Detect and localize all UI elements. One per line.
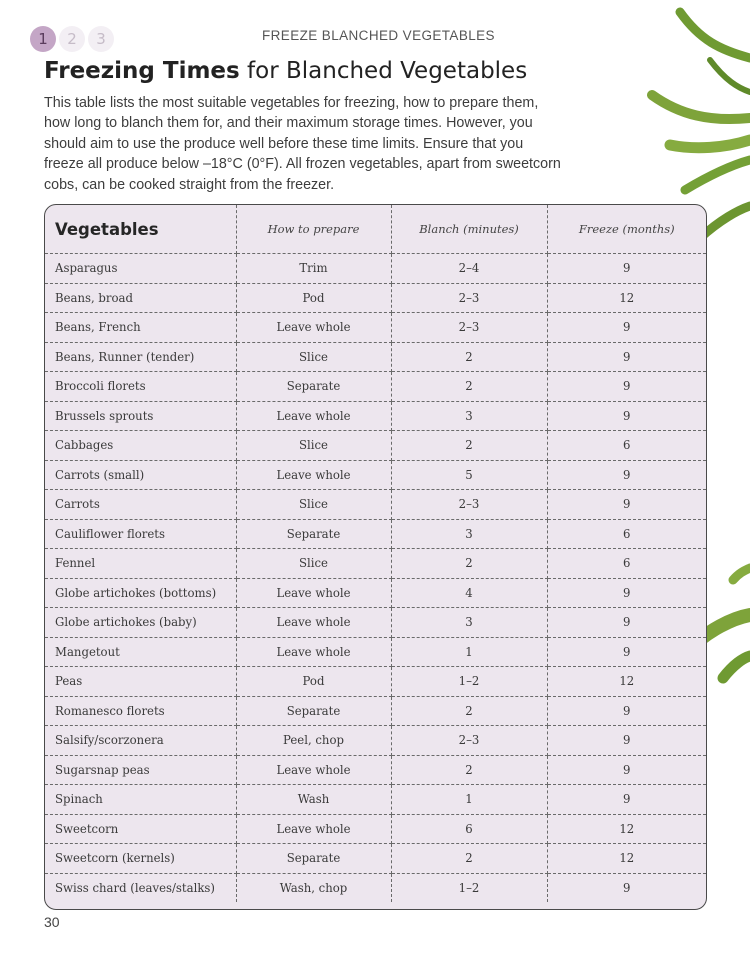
cell-preparation: Separate — [236, 372, 391, 402]
cell-blanch-minutes: 5 — [391, 460, 547, 490]
cell-vegetable: Peas — [45, 667, 236, 697]
cell-freeze-months: 9 — [547, 873, 706, 902]
table-row — [45, 578, 706, 608]
cell-freeze-months: 12 — [547, 814, 706, 844]
table-row — [45, 283, 706, 313]
cell-vegetable: Sweetcorn (kernels) — [45, 844, 236, 874]
cell-vegetable: Spinach — [45, 785, 236, 815]
cell-vegetable: Sweetcorn — [45, 814, 236, 844]
cell-vegetable: Carrots (small) — [45, 460, 236, 490]
cell-preparation: Slice — [236, 431, 391, 461]
table-row — [45, 844, 706, 874]
cell-freeze-months: 12 — [547, 844, 706, 874]
page-title-rest: for Blanched Vegetables — [239, 58, 528, 84]
table-row — [45, 814, 706, 844]
cell-freeze-months: 9 — [547, 637, 706, 667]
intro-paragraph: This table lists the most suitable vegetables for freezing, how to prepare them, how long to blanch them for, and their maximum storage times. However, you should aim to use the produce well before these time limits. Ensure that you freeze all produce below –18°C (0°F). All frozen vegetables, apart from sweetcorn cobs, can be cooked straight from the freezer. — [44, 95, 561, 193]
table-row — [45, 637, 706, 667]
page-title-bold: Freezing Times — [44, 58, 240, 84]
cell-freeze-months: 9 — [547, 313, 706, 343]
cell-blanch-minutes: 1 — [391, 785, 547, 815]
step-3: 3 — [88, 26, 114, 52]
cell-freeze-months: 6 — [547, 549, 706, 579]
cell-vegetable: Beans, French — [45, 313, 236, 343]
cell-freeze-months: 9 — [547, 342, 706, 372]
cell-blanch-minutes: 2 — [391, 755, 547, 785]
cell-preparation: Leave whole — [236, 460, 391, 490]
cell-vegetable: Globe artichokes (bottoms) — [45, 578, 236, 608]
table-row — [45, 254, 706, 284]
cell-blanch-minutes: 2 — [391, 431, 547, 461]
cell-freeze-months: 9 — [547, 696, 706, 726]
cell-vegetable: Carrots — [45, 490, 236, 520]
cell-preparation: Leave whole — [236, 755, 391, 785]
cell-freeze-months: 9 — [547, 372, 706, 402]
table-row — [45, 490, 706, 520]
cell-vegetable: Mangetout — [45, 637, 236, 667]
cell-blanch-minutes: 6 — [391, 814, 547, 844]
cell-vegetable: Globe artichokes (baby) — [45, 608, 236, 638]
cell-preparation: Leave whole — [236, 608, 391, 638]
table-row — [45, 696, 706, 726]
cell-blanch-minutes: 4 — [391, 578, 547, 608]
cell-preparation: Pod — [236, 667, 391, 697]
cell-freeze-months: 9 — [547, 490, 706, 520]
cell-blanch-minutes: 2 — [391, 342, 547, 372]
cell-freeze-months: 9 — [547, 785, 706, 815]
cell-blanch-minutes: 2 — [391, 696, 547, 726]
table-row — [45, 372, 706, 402]
cell-vegetable: Sugarsnap peas — [45, 755, 236, 785]
table-row — [45, 342, 706, 372]
cell-blanch-minutes: 2 — [391, 549, 547, 579]
cell-preparation: Wash, chop — [236, 873, 391, 902]
cell-blanch-minutes: 2 — [391, 372, 547, 402]
cell-freeze-months: 9 — [547, 401, 706, 431]
table-row — [45, 431, 706, 461]
cell-freeze-months: 12 — [547, 667, 706, 697]
cell-preparation: Leave whole — [236, 313, 391, 343]
cell-freeze-months: 9 — [547, 726, 706, 756]
cell-preparation: Slice — [236, 549, 391, 579]
cell-blanch-minutes: 1–2 — [391, 667, 547, 697]
cell-blanch-minutes: 2–3 — [391, 313, 547, 343]
cell-blanch-minutes: 2–4 — [391, 254, 547, 284]
table-row — [45, 519, 706, 549]
cell-freeze-months: 6 — [547, 519, 706, 549]
step-1: 1 — [30, 26, 56, 52]
cell-freeze-months: 9 — [547, 608, 706, 638]
table-row — [45, 401, 706, 431]
cell-vegetable: Salsify/scorzonera — [45, 726, 236, 756]
table-row — [45, 549, 706, 579]
cell-preparation: Slice — [236, 342, 391, 372]
cell-preparation: Leave whole — [236, 578, 391, 608]
cell-preparation: Separate — [236, 844, 391, 874]
cell-vegetable: Beans, broad — [45, 283, 236, 313]
page-number: 30 — [44, 914, 60, 930]
cell-vegetable: Broccoli florets — [45, 372, 236, 402]
table-row — [45, 726, 706, 756]
header-blanch-minutes: Blanch (minutes) — [391, 205, 547, 254]
table-row — [45, 667, 706, 697]
table — [45, 205, 706, 902]
cell-preparation: Pod — [236, 283, 391, 313]
cell-blanch-minutes: 3 — [391, 401, 547, 431]
cell-preparation: Separate — [236, 696, 391, 726]
cell-preparation: Leave whole — [236, 401, 391, 431]
cell-freeze-months: 12 — [547, 283, 706, 313]
cell-preparation: Separate — [236, 519, 391, 549]
cell-freeze-months: 9 — [547, 254, 706, 284]
cell-freeze-months: 6 — [547, 431, 706, 461]
cell-vegetable: Asparagus — [45, 254, 236, 284]
table-row — [45, 608, 706, 638]
cell-preparation: Slice — [236, 490, 391, 520]
cell-vegetable: Fennel — [45, 549, 236, 579]
cell-vegetable: Romanesco florets — [45, 696, 236, 726]
cell-blanch-minutes: 2–3 — [391, 490, 547, 520]
cell-preparation: Leave whole — [236, 814, 391, 844]
cell-vegetable: Beans, Runner (tender) — [45, 342, 236, 372]
cell-blanch-minutes: 2–3 — [391, 726, 547, 756]
cell-preparation: Peel, chop — [236, 726, 391, 756]
table-header-row — [45, 205, 706, 254]
header-vegetables: Vegetables — [45, 205, 236, 254]
cell-freeze-months: 9 — [547, 460, 706, 490]
cell-blanch-minutes: 2–3 — [391, 283, 547, 313]
table-row — [45, 785, 706, 815]
cell-vegetable: Cabbages — [45, 431, 236, 461]
header-how-to-prepare: How to prepare — [236, 205, 391, 254]
table-row — [45, 313, 706, 343]
cell-vegetable: Cauliflower florets — [45, 519, 236, 549]
table-row — [45, 460, 706, 490]
table-row — [45, 755, 706, 785]
cell-blanch-minutes: 3 — [391, 519, 547, 549]
cell-blanch-minutes: 3 — [391, 608, 547, 638]
page-title — [44, 58, 527, 84]
cell-blanch-minutes: 2 — [391, 844, 547, 874]
header-freeze-months: Freeze (months) — [547, 205, 706, 254]
cell-blanch-minutes: 1–2 — [391, 873, 547, 902]
cell-preparation: Wash — [236, 785, 391, 815]
running-head: FREEZE BLANCHED VEGETABLES — [262, 28, 495, 43]
cell-preparation: Leave whole — [236, 637, 391, 667]
cell-vegetable: Brussels sprouts — [45, 401, 236, 431]
step-indicator — [30, 26, 114, 52]
cell-freeze-months: 9 — [547, 755, 706, 785]
cell-blanch-minutes: 1 — [391, 637, 547, 667]
cell-vegetable: Swiss chard (leaves/stalks) — [45, 873, 236, 902]
step-2: 2 — [59, 26, 85, 52]
freezing-times-table — [44, 204, 707, 910]
cell-preparation: Trim — [236, 254, 391, 284]
table-row — [45, 873, 706, 902]
cell-freeze-months: 9 — [547, 578, 706, 608]
